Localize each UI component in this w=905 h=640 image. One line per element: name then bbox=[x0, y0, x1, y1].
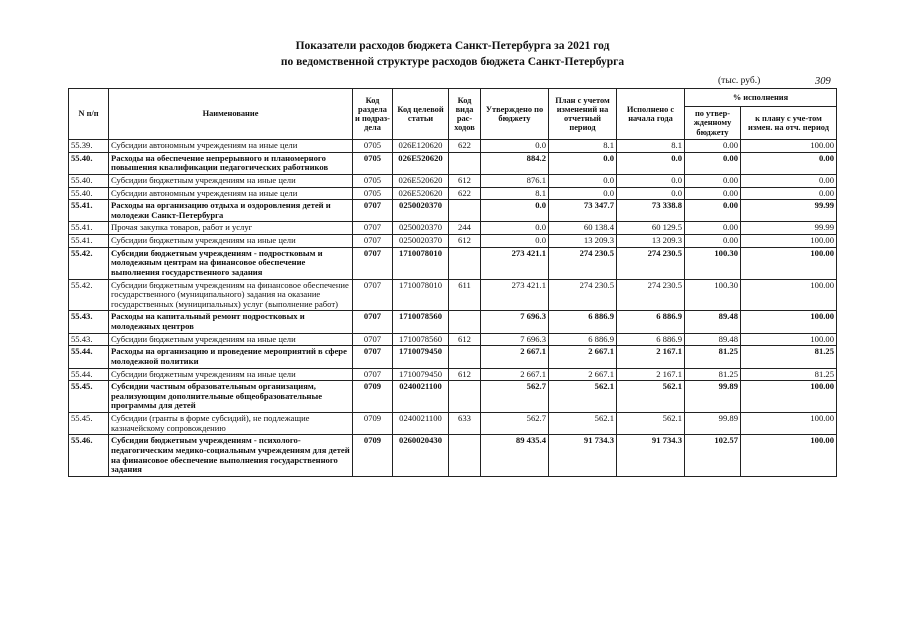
row-plan: 91 734.3 bbox=[549, 435, 617, 477]
header-pct: % исполнения bbox=[685, 89, 837, 107]
row-pct-plan: 100.00 bbox=[741, 140, 837, 153]
row-vid: 611 bbox=[449, 279, 481, 311]
row-utv: 562.7 bbox=[481, 413, 549, 435]
row-pct-utv: 0.00 bbox=[685, 200, 741, 222]
row-pct-plan: 100.00 bbox=[741, 311, 837, 333]
table-row bbox=[69, 413, 837, 435]
table-row bbox=[69, 435, 837, 477]
row-statya: 026Е120620 bbox=[393, 140, 449, 153]
row-razdel: 0705 bbox=[353, 174, 393, 187]
row-pct-utv: 0.00 bbox=[685, 140, 741, 153]
row-vid bbox=[449, 381, 481, 413]
row-vid: 612 bbox=[449, 174, 481, 187]
row-vid: 622 bbox=[449, 187, 481, 200]
row-pct-utv: 0.00 bbox=[685, 152, 741, 174]
row-vid bbox=[449, 200, 481, 222]
row-razdel: 0705 bbox=[353, 187, 393, 200]
row-number: 55.41. bbox=[69, 235, 109, 248]
row-pct-plan: 81.25 bbox=[741, 346, 837, 368]
row-pct-utv: 81.25 bbox=[685, 368, 741, 381]
header-n: N п/п bbox=[69, 89, 109, 140]
report-title-line1: Показатели расходов бюджета Санкт-Петербурга за 2021 год bbox=[295, 40, 610, 52]
row-name: Расходы на организацию отдыха и оздоровления детей и молодежи Санкт-Петербурга bbox=[109, 200, 353, 222]
row-name: Расходы на обеспечение непрерывного и планомерного повышения квалификации педагогических работников bbox=[109, 152, 353, 174]
row-razdel: 0707 bbox=[353, 247, 393, 279]
row-vid: 633 bbox=[449, 413, 481, 435]
row-razdel: 0705 bbox=[353, 152, 393, 174]
row-pct-utv: 0.00 bbox=[685, 187, 741, 200]
table-body bbox=[69, 140, 837, 477]
row-razdel: 0709 bbox=[353, 435, 393, 477]
row-statya: 026Е520620 bbox=[393, 187, 449, 200]
row-isp: 274 230.5 bbox=[617, 279, 685, 311]
row-isp: 6 886.9 bbox=[617, 333, 685, 346]
row-utv: 2 667.1 bbox=[481, 346, 549, 368]
header-vid: Код вида рас-ходов bbox=[449, 89, 481, 140]
row-utv: 0.0 bbox=[481, 200, 549, 222]
row-number: 55.46. bbox=[69, 435, 109, 477]
table-row bbox=[69, 381, 837, 413]
row-isp: 73 338.8 bbox=[617, 200, 685, 222]
row-utv: 7 696.3 bbox=[481, 333, 549, 346]
row-vid bbox=[449, 152, 481, 174]
row-pct-plan: 99.99 bbox=[741, 222, 837, 235]
table-row bbox=[69, 368, 837, 381]
header-plan: План с учетом изменений на отчетный период bbox=[549, 89, 617, 140]
row-statya: 0250020370 bbox=[393, 222, 449, 235]
table-row bbox=[69, 187, 837, 200]
row-name: Субсидии бюджетным учреждениям на иные цели bbox=[109, 333, 353, 346]
row-plan: 6 886.9 bbox=[549, 333, 617, 346]
row-plan: 2 667.1 bbox=[549, 368, 617, 381]
row-utv: 8.1 bbox=[481, 187, 549, 200]
row-pct-utv: 89.48 bbox=[685, 311, 741, 333]
row-isp: 0.0 bbox=[617, 187, 685, 200]
row-plan: 274 230.5 bbox=[549, 247, 617, 279]
header-name: Наименование bbox=[109, 89, 353, 140]
row-razdel: 0707 bbox=[353, 346, 393, 368]
row-statya: 0260020430 bbox=[393, 435, 449, 477]
row-pct-plan: 100.00 bbox=[741, 247, 837, 279]
row-pct-plan: 100.00 bbox=[741, 235, 837, 248]
row-plan: 6 886.9 bbox=[549, 311, 617, 333]
row-pct-plan: 100.00 bbox=[741, 279, 837, 311]
table-row bbox=[69, 346, 837, 368]
row-utv: 876.1 bbox=[481, 174, 549, 187]
header-isp: Исполнено с начала года bbox=[617, 89, 685, 140]
header-utv: Утверждено по бюджету bbox=[481, 89, 549, 140]
report-title-line2: по ведомственной структуре расходов бюджета Санкт-Петербурга bbox=[280, 56, 625, 68]
table-row bbox=[69, 140, 837, 153]
row-isp: 60 129.5 bbox=[617, 222, 685, 235]
row-pct-utv: 102.57 bbox=[685, 435, 741, 477]
row-razdel: 0707 bbox=[353, 222, 393, 235]
row-number: 55.45. bbox=[69, 381, 109, 413]
row-utv: 0.0 bbox=[481, 235, 549, 248]
row-name: Субсидии автономным учреждениям на иные цели bbox=[109, 187, 353, 200]
budget-table bbox=[68, 88, 837, 477]
header-pct-plan: к плану с уче-том измен. на отч. период bbox=[741, 107, 837, 140]
row-isp: 91 734.3 bbox=[617, 435, 685, 477]
row-name: Субсидии бюджетным учреждениям на финансовое обеспечение государственного (муниципального) задания на оказание государственных (муниципальных) услуг (выполнение работ) bbox=[109, 279, 353, 311]
row-name: Субсидии бюджетным учреждениям на иные цели bbox=[109, 174, 353, 187]
row-name: Субсидии автономным учреждениям на иные цели bbox=[109, 140, 353, 153]
row-pct-utv: 0.00 bbox=[685, 222, 741, 235]
row-utv: 273 421.1 bbox=[481, 247, 549, 279]
row-name: Расходы на капитальный ремонт подростковых и молодежных центров bbox=[109, 311, 353, 333]
row-vid: 244 bbox=[449, 222, 481, 235]
table-row bbox=[69, 200, 837, 222]
row-isp: 2 167.1 bbox=[617, 368, 685, 381]
row-pct-plan: 100.00 bbox=[741, 413, 837, 435]
row-utv: 89 435.4 bbox=[481, 435, 549, 477]
row-statya: 0240021100 bbox=[393, 413, 449, 435]
row-statya: 026Е520620 bbox=[393, 174, 449, 187]
row-utv: 884.2 bbox=[481, 152, 549, 174]
table-row bbox=[69, 152, 837, 174]
row-number: 55.41. bbox=[69, 200, 109, 222]
row-name: Субсидии бюджетным учреждениям - психолого-педагогическим медико-социальным учреждениям для детей на финансовое обеспечение выполнения государственного задания bbox=[109, 435, 353, 477]
row-utv: 273 421.1 bbox=[481, 279, 549, 311]
row-razdel: 0709 bbox=[353, 413, 393, 435]
row-isp: 8.1 bbox=[617, 140, 685, 153]
row-statya: 1710078560 bbox=[393, 333, 449, 346]
row-vid bbox=[449, 311, 481, 333]
row-name: Прочая закупка товаров, работ и услуг bbox=[109, 222, 353, 235]
row-statya: 0250020370 bbox=[393, 200, 449, 222]
row-statya: 026Е520620 bbox=[393, 152, 449, 174]
row-pct-utv: 99.89 bbox=[685, 413, 741, 435]
row-number: 55.41. bbox=[69, 222, 109, 235]
row-number: 55.44. bbox=[69, 368, 109, 381]
row-number: 55.39. bbox=[69, 140, 109, 153]
row-isp: 0.0 bbox=[617, 152, 685, 174]
row-statya: 1710079450 bbox=[393, 368, 449, 381]
row-pct-utv: 100.30 bbox=[685, 279, 741, 311]
row-plan: 562.1 bbox=[549, 381, 617, 413]
row-number: 55.44. bbox=[69, 346, 109, 368]
row-statya: 1710078010 bbox=[393, 279, 449, 311]
row-razdel: 0707 bbox=[353, 311, 393, 333]
row-razdel: 0707 bbox=[353, 368, 393, 381]
row-pct-plan: 99.99 bbox=[741, 200, 837, 222]
row-isp: 0.0 bbox=[617, 174, 685, 187]
row-number: 55.43. bbox=[69, 333, 109, 346]
row-name: Расходы на организацию и проведение мероприятий в сфере молодежной политики bbox=[109, 346, 353, 368]
table-row bbox=[69, 279, 837, 311]
header-pct-utv: по утвер-жденному бюджету bbox=[685, 107, 741, 140]
row-pct-plan: 100.00 bbox=[741, 381, 837, 413]
table-row bbox=[69, 247, 837, 279]
row-plan: 0.0 bbox=[549, 174, 617, 187]
table-row bbox=[69, 333, 837, 346]
row-pct-plan: 81.25 bbox=[741, 368, 837, 381]
row-vid: 612 bbox=[449, 368, 481, 381]
row-plan: 0.0 bbox=[549, 187, 617, 200]
row-name: Субсидии бюджетным учреждениям на иные цели bbox=[109, 235, 353, 248]
row-vid: 612 bbox=[449, 333, 481, 346]
row-plan: 562.1 bbox=[549, 413, 617, 435]
table-row bbox=[69, 222, 837, 235]
row-number: 55.42. bbox=[69, 279, 109, 311]
row-plan: 274 230.5 bbox=[549, 279, 617, 311]
row-plan: 73 347.7 bbox=[549, 200, 617, 222]
row-number: 55.43. bbox=[69, 311, 109, 333]
units-label: (тыс. руб.) bbox=[718, 76, 761, 86]
row-statya: 0240021100 bbox=[393, 381, 449, 413]
row-vid bbox=[449, 346, 481, 368]
row-isp: 6 886.9 bbox=[617, 311, 685, 333]
row-razdel: 0707 bbox=[353, 333, 393, 346]
row-statya: 0250020370 bbox=[393, 235, 449, 248]
row-number: 55.40. bbox=[69, 187, 109, 200]
row-name: Субсидии частным образовательным организациям, реализующим дополнительные общеобразовательные программы для детей bbox=[109, 381, 353, 413]
row-plan: 60 138.4 bbox=[549, 222, 617, 235]
row-isp: 562.1 bbox=[617, 381, 685, 413]
row-number: 55.45. bbox=[69, 413, 109, 435]
row-plan: 0.0 bbox=[549, 152, 617, 174]
header-razdel: Код раздела и подраз-дела bbox=[353, 89, 393, 140]
table-row bbox=[69, 311, 837, 333]
row-isp: 2 167.1 bbox=[617, 346, 685, 368]
row-pct-utv: 99.89 bbox=[685, 381, 741, 413]
row-utv: 2 667.1 bbox=[481, 368, 549, 381]
row-name: Субсидии бюджетным учреждениям на иные цели bbox=[109, 368, 353, 381]
table-row bbox=[69, 235, 837, 248]
row-pct-utv: 100.30 bbox=[685, 247, 741, 279]
row-pct-plan: 100.00 bbox=[741, 333, 837, 346]
row-statya: 1710078560 bbox=[393, 311, 449, 333]
row-isp: 274 230.5 bbox=[617, 247, 685, 279]
row-utv: 7 696.3 bbox=[481, 311, 549, 333]
row-isp: 562.1 bbox=[617, 413, 685, 435]
row-razdel: 0709 bbox=[353, 381, 393, 413]
row-pct-utv: 0.00 bbox=[685, 174, 741, 187]
row-pct-utv: 0.00 bbox=[685, 235, 741, 248]
row-razdel: 0707 bbox=[353, 279, 393, 311]
row-vid: 612 bbox=[449, 235, 481, 248]
page-number: 309 bbox=[815, 76, 831, 87]
row-number: 55.40. bbox=[69, 174, 109, 187]
row-name: Субсидии бюджетным учреждениям - подростковым и молодежным центрам на финансовое обеспечение выполнения государственного задания bbox=[109, 247, 353, 279]
row-utv: 0.0 bbox=[481, 222, 549, 235]
row-pct-plan: 0.00 bbox=[741, 187, 837, 200]
table-row bbox=[69, 174, 837, 187]
row-utv: 0.0 bbox=[481, 140, 549, 153]
row-pct-plan: 0.00 bbox=[741, 174, 837, 187]
row-name: Субсидии (гранты в форме субсидий), не подлежащие казначейскому сопровождению bbox=[109, 413, 353, 435]
row-plan: 13 209.3 bbox=[549, 235, 617, 248]
row-razdel: 0707 bbox=[353, 200, 393, 222]
row-vid: 622 bbox=[449, 140, 481, 153]
row-utv: 562.7 bbox=[481, 381, 549, 413]
row-pct-utv: 89.48 bbox=[685, 333, 741, 346]
row-number: 55.40. bbox=[69, 152, 109, 174]
row-statya: 1710079450 bbox=[393, 346, 449, 368]
row-vid bbox=[449, 435, 481, 477]
row-pct-plan: 0.00 bbox=[741, 152, 837, 174]
header-statya: Код целевой статьи bbox=[393, 89, 449, 140]
row-pct-utv: 81.25 bbox=[685, 346, 741, 368]
row-razdel: 0705 bbox=[353, 140, 393, 153]
row-razdel: 0707 bbox=[353, 235, 393, 248]
row-vid bbox=[449, 247, 481, 279]
row-plan: 8.1 bbox=[549, 140, 617, 153]
row-statya: 1710078010 bbox=[393, 247, 449, 279]
row-number: 55.42. bbox=[69, 247, 109, 279]
row-plan: 2 667.1 bbox=[549, 346, 617, 368]
row-isp: 13 209.3 bbox=[617, 235, 685, 248]
row-pct-plan: 100.00 bbox=[741, 435, 837, 477]
